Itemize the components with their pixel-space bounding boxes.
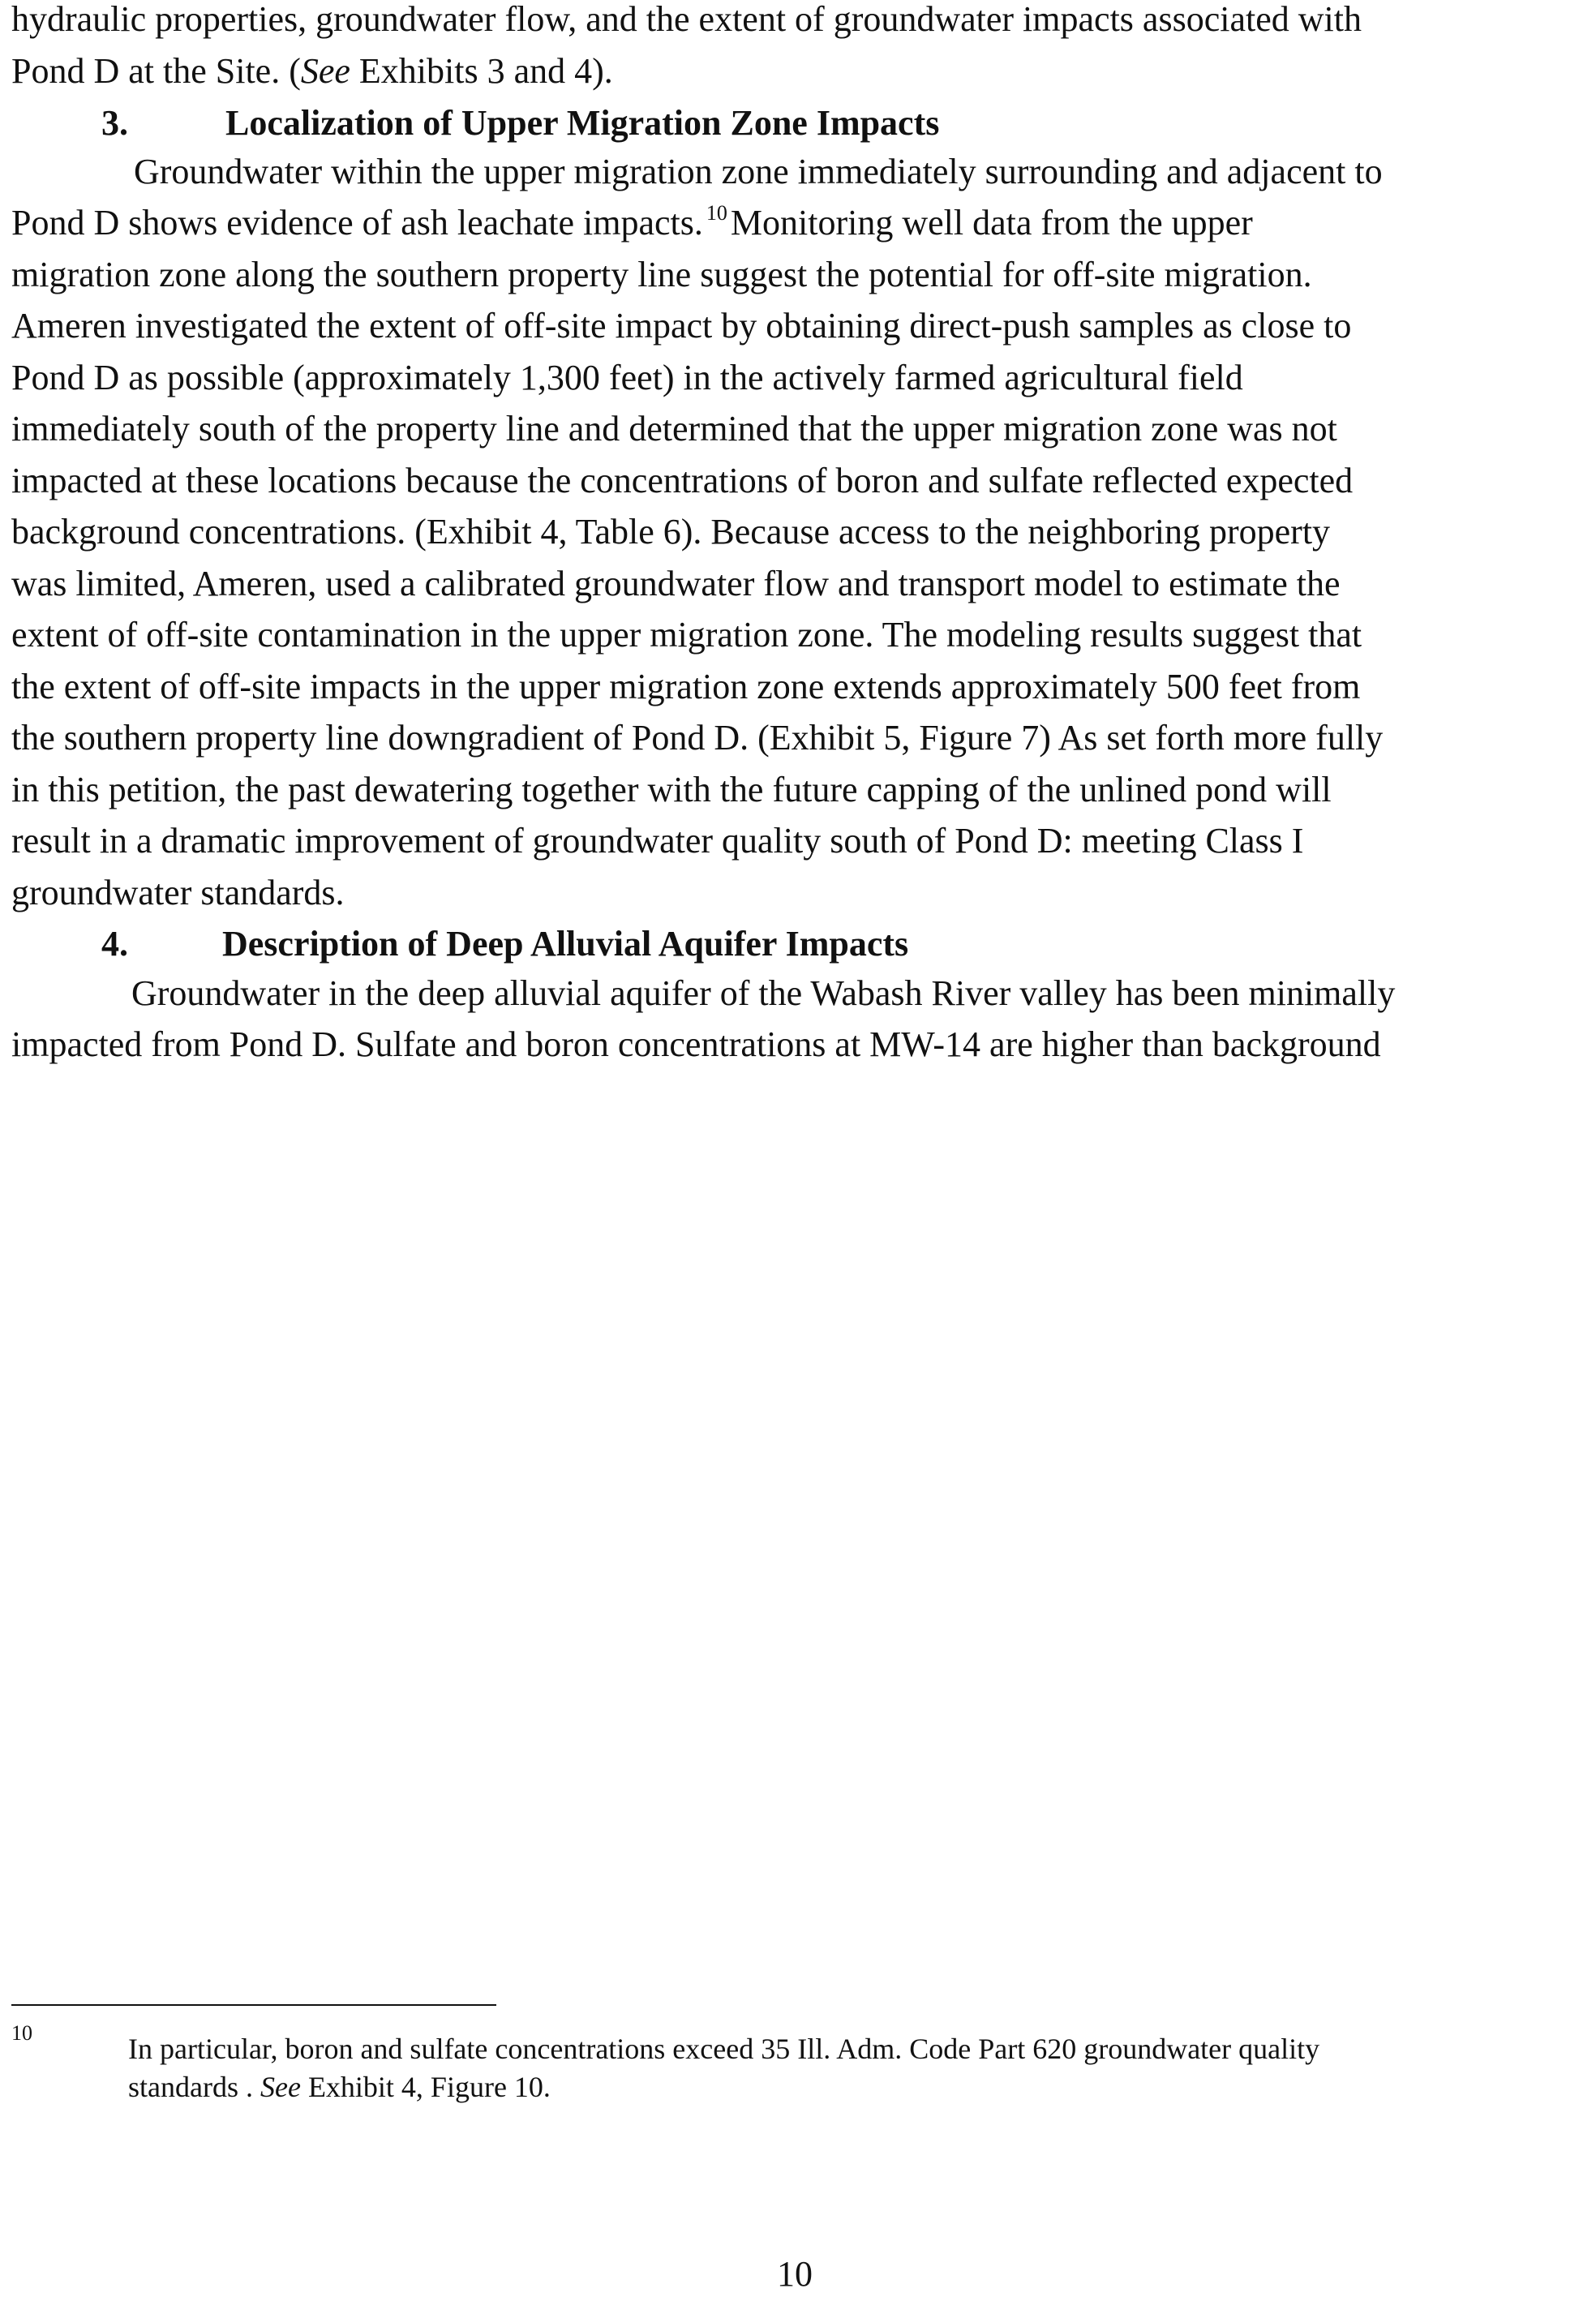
text-run: Pond D shows evidence of ash leachate impacts.: [11, 203, 703, 243]
body-text-line: Groundwater within the upper migration zone immediately surrounding and adjacent to: [134, 152, 1383, 191]
footnote-number: 10: [11, 2021, 32, 2045]
section-3-heading: Localization of Upper Migration Zone Impacts: [225, 103, 940, 143]
footnote-text-line: [128, 2072, 551, 2102]
text-run: Pond D at the Site. (: [11, 51, 301, 91]
body-text-line: groundwater standards.: [11, 873, 345, 912]
text-run: Exhibit 4, Figure 10.: [300, 2071, 551, 2103]
body-text-line: migration zone along the southern property line suggest the potential for off-site migration.: [11, 255, 1312, 294]
body-text-line: the southern property line downgradient of Pond D. (Exhibit 5, Figure 7) As set forth more fully: [11, 718, 1384, 758]
body-text-line: extent of off-site contamination in the upper migration zone. The modeling results suggest that: [11, 615, 1362, 655]
body-text-line: impacted from Pond D. Sulfate and boron concentrations at MW-14 are higher than background: [11, 1024, 1381, 1064]
section-4-number: 4.: [101, 924, 128, 964]
body-text-line: [11, 51, 613, 91]
body-text-line: the extent of off-site impacts in the upper migration zone extends approximately 500 feet from: [11, 667, 1361, 706]
text-run: Monitoring well data from the upper: [730, 203, 1253, 243]
body-text-line: impacted at these locations because the concentrations of boron and sulfate reflected expected: [11, 461, 1354, 500]
body-text-line: Ameren investigated the extent of off-site impact by obtaining direct-push samples as close to: [11, 306, 1352, 346]
body-text-line: result in a dramatic improvement of groundwater quality south of Pond D: meeting Class I: [11, 821, 1304, 861]
body-text-line: in this petition, the past dewatering together with the future capping of the unlined pond will: [11, 770, 1332, 809]
body-text-line: [11, 201, 1253, 243]
body-text-line: background concentrations. (Exhibit 4, Table 6). Because access to the neighboring property: [11, 512, 1331, 552]
footnote-text-line: In particular, boron and sulfate concentrations exceed 35 Ill. Adm. Code Part 620 groundwater quality: [128, 2033, 1320, 2065]
text-run: Exhibits 3 and 4).: [350, 51, 613, 91]
footnote-reference[interactable]: 10: [706, 201, 727, 225]
text-run: standards .: [128, 2071, 260, 2103]
section-4-heading: Description of Deep Alluvial Aquifer Impacts: [222, 924, 909, 964]
footnote-separator: [11, 2004, 496, 2006]
body-text-line: Pond D as possible (approximately 1,300 feet) in the actively farmed agricultural field: [11, 358, 1243, 397]
italic-signal-see: See: [260, 2071, 301, 2103]
italic-signal-see: See: [300, 51, 350, 91]
page-number: 10: [777, 2254, 813, 2294]
body-text-line: was limited, Ameren, used a calibrated groundwater flow and transport model to estimate the: [11, 564, 1341, 603]
body-text-line: Groundwater in the deep alluvial aquifer of the Wabash River valley has been minimally: [131, 973, 1396, 1013]
body-text-line: hydraulic properties, groundwater flow, and the extent of groundwater impacts associated with: [11, 0, 1362, 39]
body-text-line: immediately south of the property line and determined that the upper migration zone was not: [11, 409, 1337, 449]
section-3-number: 3.: [101, 103, 128, 143]
